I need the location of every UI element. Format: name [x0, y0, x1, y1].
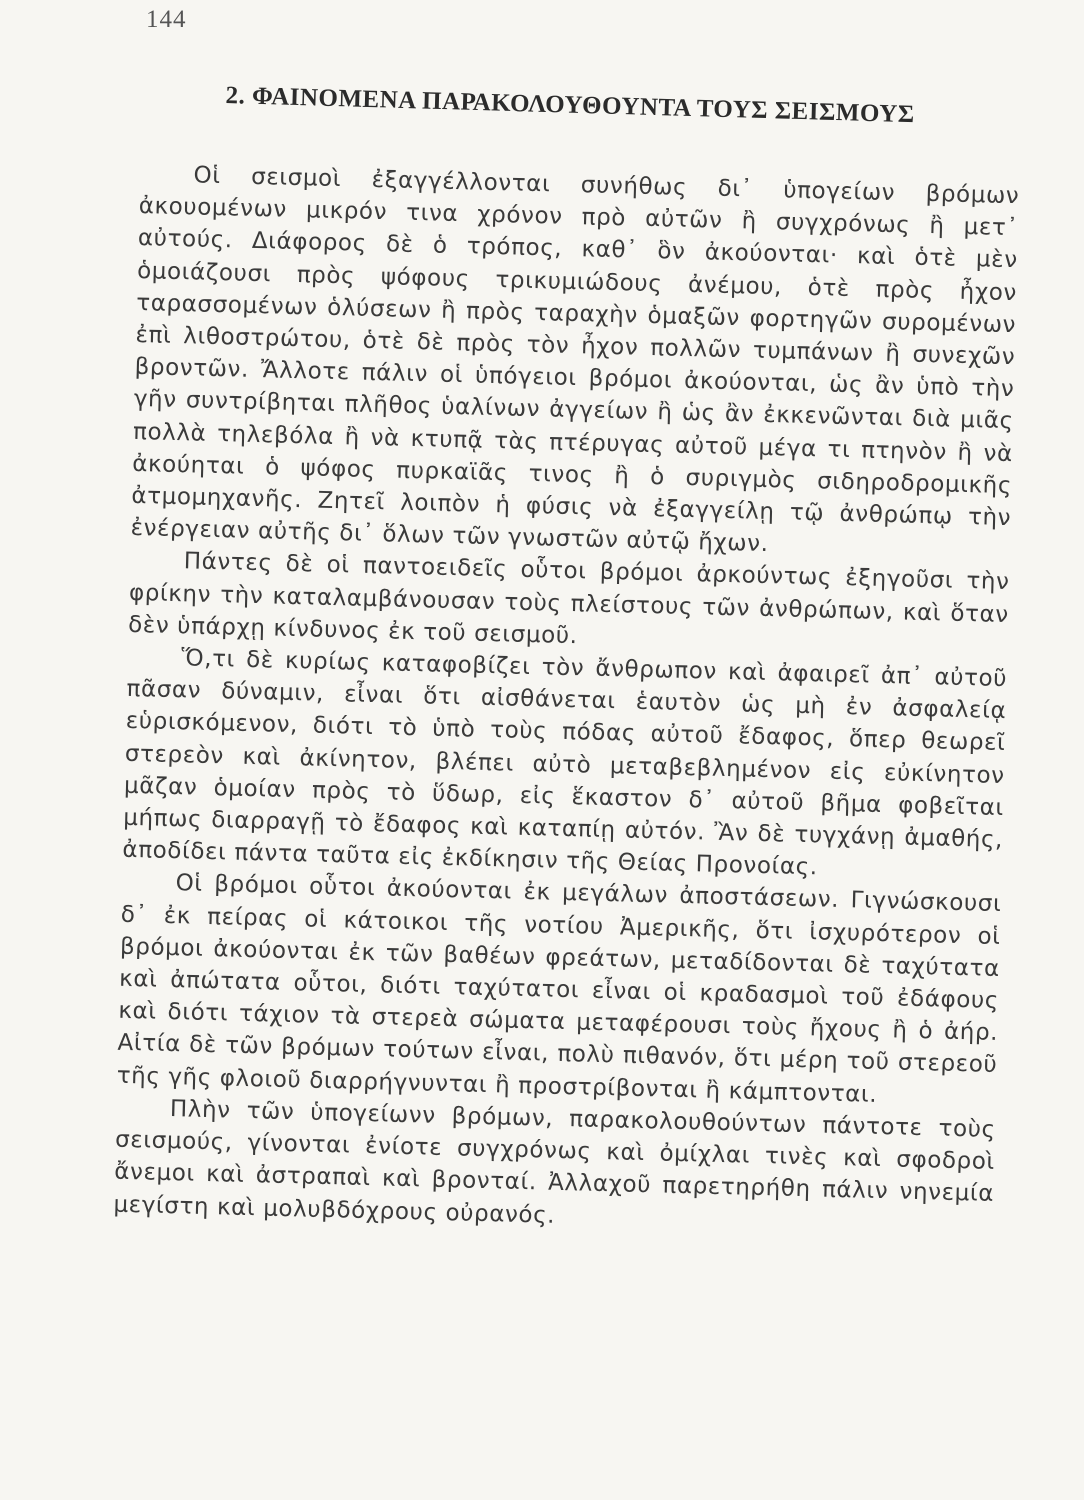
paragraph: Οἱ βρόμοι οὗτοι ἀκούονται ἐκ μεγάλων ἀποστάσεων. Γιγνώσκουσι δ᾿ ἐκ πείρας οἱ κάτοικοι τῆς νοτίου Ἀμερικῆς, ὅτι ἰσχυρότερον οἱ βρόμοι ἀκούονται ἐκ τῶν βαθέων φρεάτων, μεταδίδονται δὲ ταχύτατα καὶ ἀπώτατα οὗτοι, διότι ταχύτατοι εἶναι οἱ κραδασμοὶ τοῦ ἐδάφους καὶ διότι τάχιον τὰ στερεὰ σώματα μεταφέρουσι τοὺς ἤχους ἢ ὁ ἀήρ. Αἰτία δὲ τῶν βρόμων τούτων εἶναι, πολὺ πιθανόν, ὅτι μέρη τοῦ στερεοῦ τῆς γῆς φλοιοῦ διαρρήγνυνται ἢ προστρίβονται ἢ κάμπτονται. [116, 870, 1002, 1108]
paragraph: Πάντες δὲ οἱ παντοειδεῖς οὗτοι βρόμοι ἀρκούντως ἐξηγοῦσι τὴν φρίκην τὴν καταλαμβάνουσαν τοὺς πλείστους τῶν ἀνθρώπων, καὶ ὅταν δὲν ὑπάρχῃ κίνδυνος ἐκ τοῦ σεισμοῦ. [127, 548, 1010, 650]
paragraph: Οἱ σεισμοὶ ἐξαγγέλλονται συνήθως δι᾿ ὑπογείων βρόμων ἀκουομένων μικρόν τινα χρόνον πρὸ αὐτῶν ἢ συγχρόνως ἢ μετ᾿ αὐτούς. Διάφορος δὲ ὁ τρόπος, καθ᾿ ὃν ἀκούονται· καὶ ὁτὲ μὲν ὁμοιάζουσι πρὸς ψόφους τρικυμιώδους ἀνέμου, ὁτὲ πρὸς ἦχον ταρασσομένων ὁλύσεων ἢ πρὸς ταραχὴν ὁμαξῶν φορτηγῶν συρομένων ἐπὶ λιθοστρώτου, ὁτὲ δὲ πρὸς τὸν ἦχον πολλῶν τυμπάνων ἢ συνεχῶν βροντῶν. Ἄλλοτε πάλιν οἱ ὑπόγειοι βρόμοι ἀκούονται, ὡς ἂν ὑπὸ τὴν γῆν συντρίβηται πλῆθος ὑαλίνων ἀγγείων ἢ ὡς ἂν ἐκκενῶνται διὰ μιᾶς πολλὰ τηλεβόλα ἢ νὰ κτυπᾷ τὰς πτέρυγας αὐτοῦ μέγα τι πτηνὸν ἢ νὰ ἀκούηται ὁ ψόφος πυρκαϊᾶς τινος ἢ ὁ συριγμὸς σιδηροδρομικῆς ἀτμομηχανῆς. Ζητεῖ λοιπὸν ἡ φύσις νὰ ἐξαγγείλῃ τῷ ἀνθρώπῳ τὴν ἐνέργειαν αὐτῆς δι᾿ ὅλων τῶν γνωστῶν αὐτῷ ἤχων. [130, 162, 1020, 558]
page-number: 144 [146, 6, 187, 33]
chapter-title: 2. ΦΑΙΝΟΜΕΝΑ ΠΑΡΑΚΟΛΟΥΘΟΥΝΤΑ ΤΟΥΣ ΣΕΙΣΜΟΥΣ [225, 82, 916, 129]
paragraph: Πλὴν τῶν ὑπογείωνν βρόμων, παρακολουθούντων πάντοτε τοὺς σεισμούς, γίνονται ἐνίοτε συγχρόνως καὶ ὀμίχλαι τινὲς καὶ σφοδροὶ ἄνεμοι καὶ ἀστραπαὶ καὶ βρονταί. Ἀλλαχοῦ παρετηρήθη πάλιν νηνεμία μεγίστη καὶ μολυβδόχρους οὐρανός. [113, 1095, 997, 1229]
body-text [113, 158, 1020, 1243]
paragraph: Ὅ,τι δὲ κυρίως καταφοβίζει τὸν ἄνθρωπον καὶ ἀφαιρεῖ ἀπ᾿ αὐτοῦ πᾶσαν δύναμιν, εἶναι ὅτι αἰσθάνεται ἑαυτὸν ὡς μὴ ἐν ἀσφαλείᾳ εὑρισκόμενον, διότι τὸ ὑπὸ τοὺς πόδας αὐτοῦ ἔδαφος, ὅπερ θεωρεῖ στερεὸν καὶ ἀκίνητον, βλέπει αὐτὸ μεταβεβλημένον εἰς εὐκίνητον μᾶζαν ὁμοίαν πρὸς τὸ ὕδωρ, εἰς ἕκαστον δ᾿ αὐτοῦ βῆμα φοβεῖται μήπως διαρραγῇ τὸ ἔδαφος καὶ καταπίῃ αὐτόν. Ἂν δὲ τυγχάνῃ ἀμαθής, ἀποδίδει πάντα ταῦτα εἰς ἐκδίκησιν τῆς Θείας Προνοίας. [122, 645, 1008, 881]
